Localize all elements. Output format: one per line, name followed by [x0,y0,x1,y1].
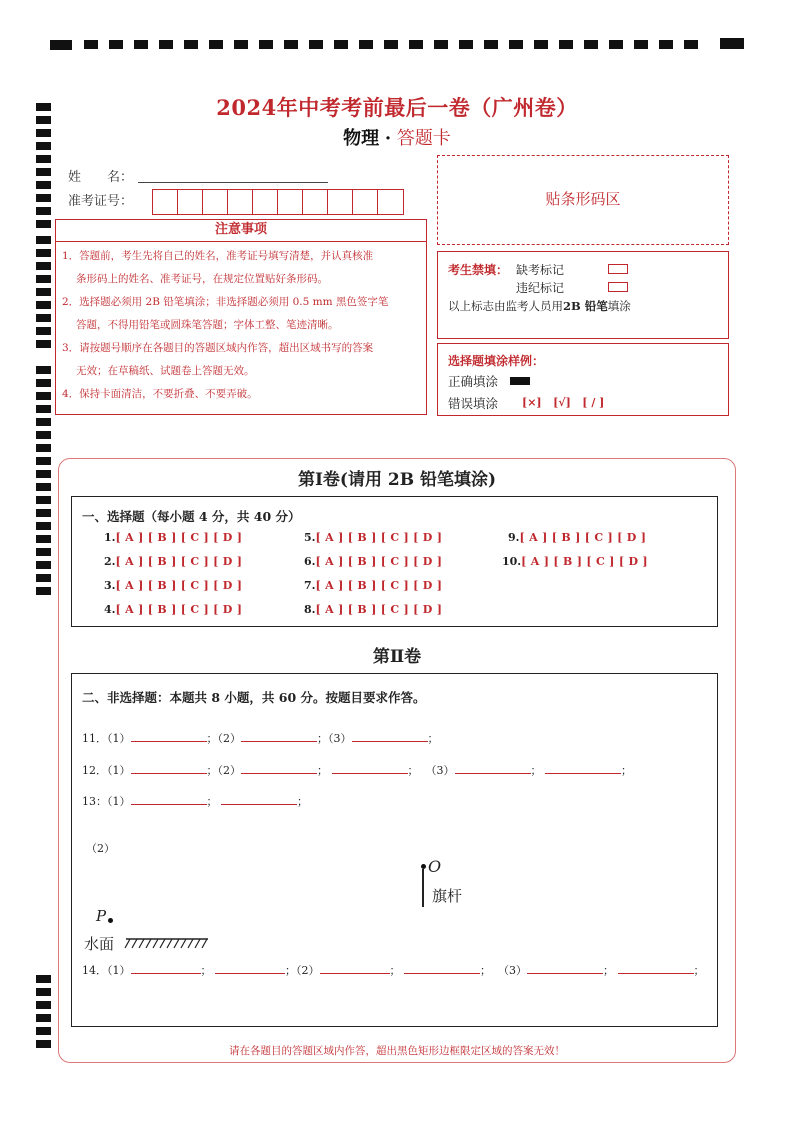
separator-dot: · [384,128,392,149]
point-p-dot [108,918,113,923]
name-label: 姓 名： [68,170,134,185]
q11-row: 11．（1） ；（2） ；（3） ； [82,729,439,746]
timing-mark [36,275,51,283]
choice-section [71,496,718,627]
q-options[interactable]: [ A ] [ B ] [ C ] [ D ] [115,579,243,592]
q-number: 9. [508,531,520,544]
prohibited-box [437,251,729,339]
answer-blank[interactable] [618,961,694,974]
barcode-area[interactable] [437,155,729,245]
wrong-label: 错误填涂 [448,396,499,411]
q-options[interactable]: [ A ] [ B ] [ C ] [ D ] [315,531,443,544]
note-text: 填涂 [607,299,631,313]
correct-fill-sample [510,377,530,385]
timing-mark [36,561,51,569]
absent-mark-box[interactable] [608,264,628,274]
timing-mark [36,574,51,582]
timing-mark [36,975,51,983]
notice-item: 3．请按题号顺序在各题目的答题区域内作答，超出区域书写的答案 [62,342,374,354]
name-field[interactable] [138,168,328,183]
q-label: 11．（1） [82,732,131,745]
q-label: 14．（1） [82,964,131,977]
answer-blank[interactable] [527,961,603,974]
q13-row: 13：（1） ； ； [82,792,308,809]
wrong-sample: [√] [553,396,571,409]
timing-mark [36,236,51,244]
violation-mark-box[interactable] [608,282,628,292]
timing-mark [36,405,51,413]
answer-blank[interactable] [332,761,408,774]
nonchoice-section [71,673,718,1027]
timing-mark [36,1001,51,1009]
answer-blank[interactable] [545,761,621,774]
timing-mark [36,1027,51,1035]
answer-blank[interactable] [320,961,390,974]
answer-blank[interactable] [131,761,207,774]
point-o-label: O [428,857,442,876]
id-digit-cell[interactable] [203,190,228,214]
note-bold: 2B 铅笔 [563,299,608,313]
sample-title: 选择题填涂样例： [448,354,545,368]
timing-mark [36,314,51,322]
timing-mark [36,262,51,270]
barcode-area-label: 贴条形码区 [545,190,621,208]
absent-label: 缺考标记 [516,263,565,277]
timing-mark [36,340,51,348]
q-number: 10. [502,555,522,568]
q-label: （2） [296,964,320,977]
q-options[interactable]: [ A ] [ B ] [ C ] [ D ] [315,579,443,592]
q-number: 5. [304,531,316,544]
timing-mark [36,366,51,374]
timing-mark [36,207,51,215]
timing-mark [36,288,51,296]
choice-question[interactable] [508,531,646,544]
subtitle [0,124,794,150]
water-label: 水面 [84,935,115,953]
choice-question[interactable] [104,531,242,544]
flagpole-label: 旗杆 [432,887,463,905]
q-number: 2. [104,555,116,568]
q13-sub2-label: （2） [86,842,115,855]
notice-item: 1．答题前，考生先将自己的姓名，准考证号填写清楚，并认真核准 [62,250,374,262]
answer-blank[interactable] [131,961,201,974]
wrong-samples [522,396,604,409]
id-digit-cell[interactable] [178,190,203,214]
timing-mark [36,548,51,556]
answer-blank[interactable] [241,729,317,742]
timing-mark [36,392,51,400]
timing-mark [36,301,51,309]
q-number: 1. [104,531,116,544]
answer-blank[interactable] [241,761,317,774]
timing-mark [36,988,51,996]
prohibited-title: 考生禁填： [448,263,509,277]
notice-item: 4．保持卡面清洁，不要折叠、不要弄破。 [62,388,258,400]
point-p-label: P [96,907,107,925]
id-label: 准考证号： [68,194,134,209]
footer-warning: 请在各题目的答题区域内作答，超出黑色矩形边框限定区域的答案无效！ [229,1045,565,1057]
choice-heading: 一、选择题（每小题 4 分，共 40 分） [82,509,301,524]
choice-question[interactable] [304,603,442,616]
choice-question[interactable] [104,603,242,616]
q-label: （2） [217,764,241,777]
id-digit-cell[interactable] [278,190,303,214]
timing-mark [36,168,51,176]
prohibited-note [448,298,631,314]
choice-question[interactable] [502,555,648,568]
q-options[interactable]: [ A ] [ B ] [ C ] [ D ] [315,555,443,568]
id-digit-cell[interactable] [378,190,403,214]
id-digit-cell[interactable] [153,190,178,214]
notice-item: 条形码上的姓名、准考证号，在规定位置贴好条形码。 [76,273,328,285]
answer-blank[interactable] [455,761,531,774]
notice-list [62,245,422,406]
timing-mark [36,444,51,452]
timing-mark [36,379,51,387]
answer-blank[interactable] [352,729,428,742]
timing-mark [36,431,51,439]
timing-mark [36,522,51,530]
choice-question[interactable] [104,555,242,568]
id-digit-cell[interactable] [253,190,278,214]
nonchoice-heading: 二、非选择题：本题共 8 小题，共 60 分。按题目要求作答。 [82,690,426,705]
water-surface-hatch [124,938,210,950]
flagpole-line [422,869,424,907]
id-digit-cell[interactable] [328,190,353,214]
q-label: 13：（1） [82,795,131,808]
timing-mark [36,496,51,504]
timing-mark [36,181,51,189]
notice-title: 注意事项 [56,219,426,242]
q-number: 3. [104,579,116,592]
answer-blank[interactable] [131,792,207,805]
q-label: 12．（1） [82,764,131,777]
id-number-boxes[interactable] [152,189,404,215]
answer-blank[interactable] [131,729,207,742]
subject-label: 物理 [343,128,380,149]
id-digit-cell[interactable] [303,190,328,214]
timing-mark [36,509,51,517]
notice-item: 2．选择题必须用 2B 铅笔填涂；非选择题必须用 0.5 mm 黑色签字笔 [62,296,389,308]
timing-mark [36,194,51,202]
q-number: 8. [304,603,316,616]
timing-mark [36,1014,51,1022]
sample-box [437,343,729,416]
choice-question[interactable] [304,531,442,544]
q-number: 4. [104,603,116,616]
timing-mark [36,535,51,543]
q-label: （3） [425,764,455,777]
card-label: 答题卡 [396,128,451,149]
timing-mark [36,327,51,335]
violation-label: 违纪标记 [516,281,565,295]
q-options[interactable]: [ A ] [ B ] [ C ] [ D ] [519,531,647,544]
answer-blank[interactable] [221,792,297,805]
q-number: 7. [304,579,316,592]
q-options[interactable]: [ A ] [ B ] [ C ] [ D ] [315,603,443,616]
timing-mark [36,457,51,465]
id-digit-cell[interactable] [353,190,378,214]
part2-title: 第Ⅱ卷 [372,647,422,667]
part1-title: 第Ⅰ卷(请用 2B 铅笔填涂) [297,470,497,490]
choice-question[interactable] [304,579,442,592]
timing-mark [36,249,51,257]
timing-mark [36,220,51,228]
timing-mark [36,418,51,426]
answer-blank[interactable] [215,961,285,974]
timing-mark [36,587,51,595]
answer-blank[interactable] [404,961,480,974]
q-label: （3） [328,732,352,745]
notice-item: 无效；在草稿纸、试题卷上答题无效。 [76,365,255,377]
note-text: 以上标志由监考人员用 [448,299,563,313]
q-options[interactable]: [ A ] [ B ] [ C ] [ D ] [115,603,243,616]
choice-question[interactable] [104,579,242,592]
q-number: 6. [304,555,316,568]
timing-mark [36,155,51,163]
notice-item: 答题，不得用铅笔或圆珠笔答题；字体工整、笔迹清晰。 [76,319,339,331]
q-options[interactable]: [ A ] [ B ] [ C ] [ D ] [115,555,243,568]
correct-label: 正确填涂 [448,374,499,389]
wrong-sample: [ / ] [582,396,605,409]
id-digit-cell[interactable] [228,190,253,214]
q-options[interactable]: [ A ] [ B ] [ C ] [ D ] [521,555,648,568]
wrong-sample: [×] [522,396,542,409]
choice-question[interactable] [304,555,442,568]
page-title: 2024年中考考前最后一卷（广州卷） [216,95,578,120]
q12-row: 12．（1） ；（2） ； ； （3） ； ； [82,761,632,778]
q14-row: 14．（1） ； ；（2） ； ； （3） ； ； [82,961,705,978]
q-label: （2） [217,732,241,745]
q-label: （3） [498,964,527,977]
q-options[interactable]: [ A ] [ B ] [ C ] [ D ] [115,531,243,544]
